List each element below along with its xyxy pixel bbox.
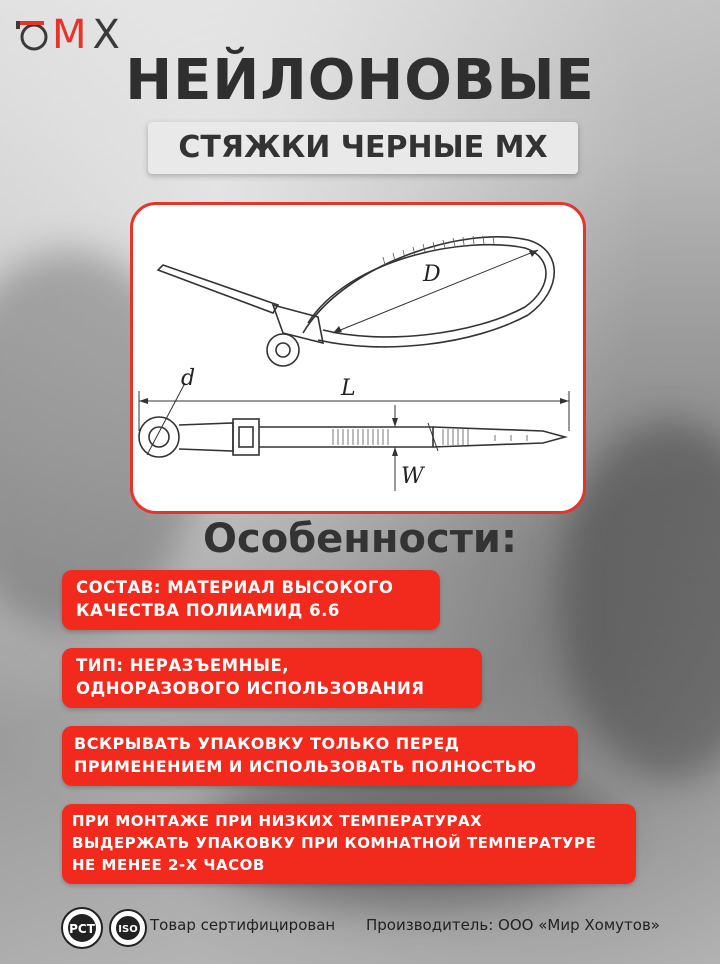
label-width-W: W	[401, 464, 424, 489]
rst-certification-icon	[60, 906, 104, 950]
cable-tie-drawing	[133, 205, 583, 511]
label-length-L: L	[341, 376, 356, 401]
iso-certification-icon	[108, 908, 148, 948]
rst-badge-label: РСТ	[69, 922, 95, 936]
cable-tie-diagram	[130, 202, 586, 514]
feature-line: ВЫДЕРЖАТЬ УПАКОВКУ ПРИ КОМНАТНОЙ ТЕМПЕРАТУРЕ	[72, 834, 597, 852]
feature-line: ПРИ МОНТАЖЕ ПРИ НИЗКИХ ТЕМПЕРАТУРАХ	[72, 812, 483, 830]
label-inner-d: d	[181, 366, 196, 391]
feature-line: ТИП: НЕРАЗЪЕМНЫЕ,	[76, 656, 290, 675]
feature-line: НЕ МЕНЕЕ 2-Х ЧАСОВ	[72, 856, 265, 874]
logo-letter-m: M	[52, 12, 93, 58]
loop-serrations	[383, 236, 494, 265]
label-diameter-D: D	[423, 262, 441, 287]
looped-tie-drawing	[158, 237, 554, 366]
page-title: НЕЙЛОНОВЫЕ	[125, 48, 595, 113]
feature-line: ПРИМЕНЕНИЕМ И ИСПОЛЬЗОВАТЬ ПОЛНОСТЬЮ	[74, 757, 537, 776]
iso-badge-label: ISO	[118, 924, 138, 935]
feature-low-temperature	[62, 804, 636, 884]
strap-serrations	[333, 429, 527, 445]
certified-note: Товар сертифицирован	[150, 916, 336, 934]
feature-line: ВСКРЫВАТЬ УПАКОВКУ ТОЛЬКО ПЕРЕД	[74, 734, 460, 753]
feature-line: ОДНОРАЗОВОГО ИСПОЛЬЗОВАНИЯ	[76, 679, 425, 698]
page-subtitle: СТЯЖКИ ЧЕРНЫЕ МХ	[148, 122, 578, 174]
feature-composition	[62, 570, 440, 630]
feature-line: КАЧЕСТВА ПОЛИАМИД 6.6	[76, 601, 340, 620]
manufacturer-note: Производитель: ООО «Мир Хомутов»	[366, 916, 660, 934]
features-heading: Особенности:	[203, 516, 517, 562]
feature-packaging	[62, 726, 578, 786]
certification-badges	[60, 906, 148, 950]
feature-line: СОСТАВ: МАТЕРИАЛ ВЫСОКОГО	[76, 578, 394, 597]
logo-letter-x: X	[92, 12, 126, 58]
feature-type	[62, 648, 482, 708]
